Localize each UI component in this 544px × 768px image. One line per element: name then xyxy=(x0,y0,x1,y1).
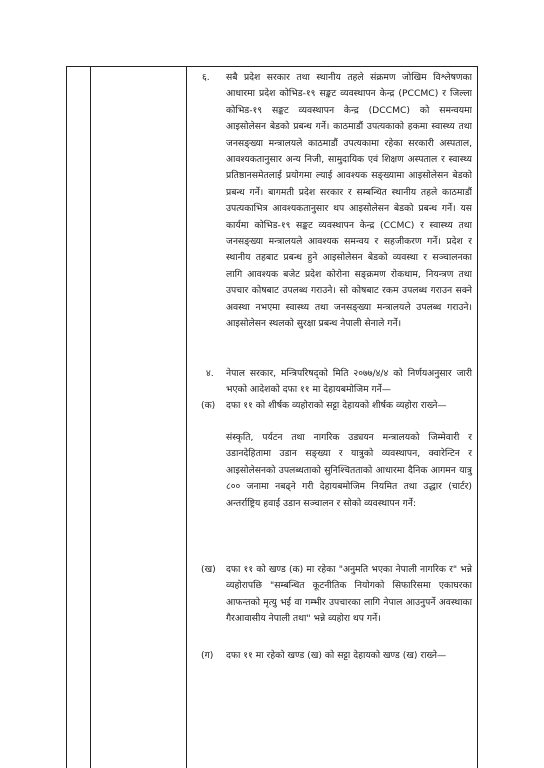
subitem-ka-label: (क) xyxy=(201,400,216,411)
table-column-divider-1 xyxy=(90,66,91,768)
subitem-kha-label: (ख) xyxy=(201,564,216,575)
table-left-border xyxy=(66,66,67,768)
table-top-border xyxy=(66,66,478,67)
subitem-ga-text: दफा ११ मा रहेको खण्ड (ख) को सट्टा देहायको खण्ड (ख) राख्ने— xyxy=(226,650,447,661)
subitem-kha-text: दफा ११ को खण्ड (क) मा रहेका "अनुमति भएका नेपाली नागरिक र" भन्ने व्यहोरापछि "सम्बन्धित कूटनीतिक नियोगको सिफारिसमा एकाघरका आफन्तको मृत्यु भई वा गम्भीर उपचारका लागि नेपाल आउनुपर्ने अवस्थाका गैरआवासीय नेपाली तथा" भन्ने व्यहोरा थप गर्ने। xyxy=(226,564,472,625)
item-4-number: ४. xyxy=(206,368,214,379)
subitem-ka-text: दफा ११ को शीर्षक व्यहोराको सट्टा देहायको शीर्षक व्यहोरा राख्ने— xyxy=(226,400,447,411)
subitem-ka-quote: संस्कृति, पर्यटन तथा नागरिक उड्ययन मन्त्रालयको जिम्मेवारी र उडानदेहितामा उडान सङ्ख्या र यात्रुको व्यवस्थापन, क्वारेन्टिन र आइसोलेसनको उपलब्धताको सुनिश्चितताको आधारमा दैनिक आगमन यात्रु ८०० जनामा नबढ्ने गरी देहायबमोजिम नियमित तथा उद्धार (चार्टर) अन्तर्राष्ट्रिय हवाई उडान सञ्चालन र सोको व्यवस्थापन गर्ने: xyxy=(226,432,472,509)
table-column-divider-2 xyxy=(186,66,187,768)
item-4-text: नेपाल सरकार, मन्त्रिपरिषद्को मिति २०७७/४/४ को निर्णयअनुसार जारी भएको आदेशको दफा ११ मा देहायबमोजिम गर्ने— xyxy=(226,368,472,396)
item-6-text: सबै प्रदेश सरकार तथा स्थानीय तहले संक्रमण जोखिम विश्लेषणका आधारमा प्रदेश कोभिड-१९ सङ्कट व्यवस्थापन केन्द्र (PCCMC) र जिल्ला कोभिड-१९ सङ्कट व्यवस्थापन केन्द्र (DCCMC) को समन्वयमा आइसोलेसन बेडको प्रबन्ध गर्ने। काठमाडौं उपत्यकाको हकमा स्वास्थ्य तथा जनसङ्ख्या मन्त्रालयले काठमाडौं उपत्यकामा रहेका सरकारी अस्पताल, आवश्यकतानुसार अन्य निजी, सामुदायिक एवं शिक्षण अस्पताल र स्वास्थ्य प्रतिष्ठानसमेतलाई प्रयोगमा ल्याई आवश्यक सङ्ख्यामा आइसोलेसन बेडको प्रबन्ध गर्ने। बागमती प्रदेश सरकार र सम्बन्धित स्थानीय तहले काठमाडौं उपत्यकाभित्र आवश्यकतानुसार थप आइसोलेसन बेडको प्रबन्ध गर्ने। यस कार्यमा कोभिड-१९ सङ्कट व्यवस्थापन केन्द्र (CCMC) र स्वास्थ्य तथा जनसङ्ख्या मन्त्रालयले आवश्यक समन्वय र सहजीकरण गर्ने। प्रदेश र स्थानीय तहबाट प्रबन्ध हुने आइसोलेसन बेडको व्यवस्था र सञ्चालनका लागि आवश्यक बजेट प्रदेश कोरोना सङ्क्रमण रोकथाम, नियन्त्रण तथा उपचार कोषबाट उपलब्ध गराउने। सो कोषबाट रकम उपलब्ध गराउन सक्ने अवस्था नभएमा स्वास्थ्य तथा जनसङ्ख्या मन्त्रालयले उपलब्ध गराउने। आइसोलेसन स्थलको सुरक्षा प्रबन्ध नेपाली सेनाले गर्ने। xyxy=(226,72,472,330)
item-6-number: ६. xyxy=(202,72,210,83)
table-right-border xyxy=(477,66,478,768)
subitem-ga-label: (ग) xyxy=(201,650,214,661)
